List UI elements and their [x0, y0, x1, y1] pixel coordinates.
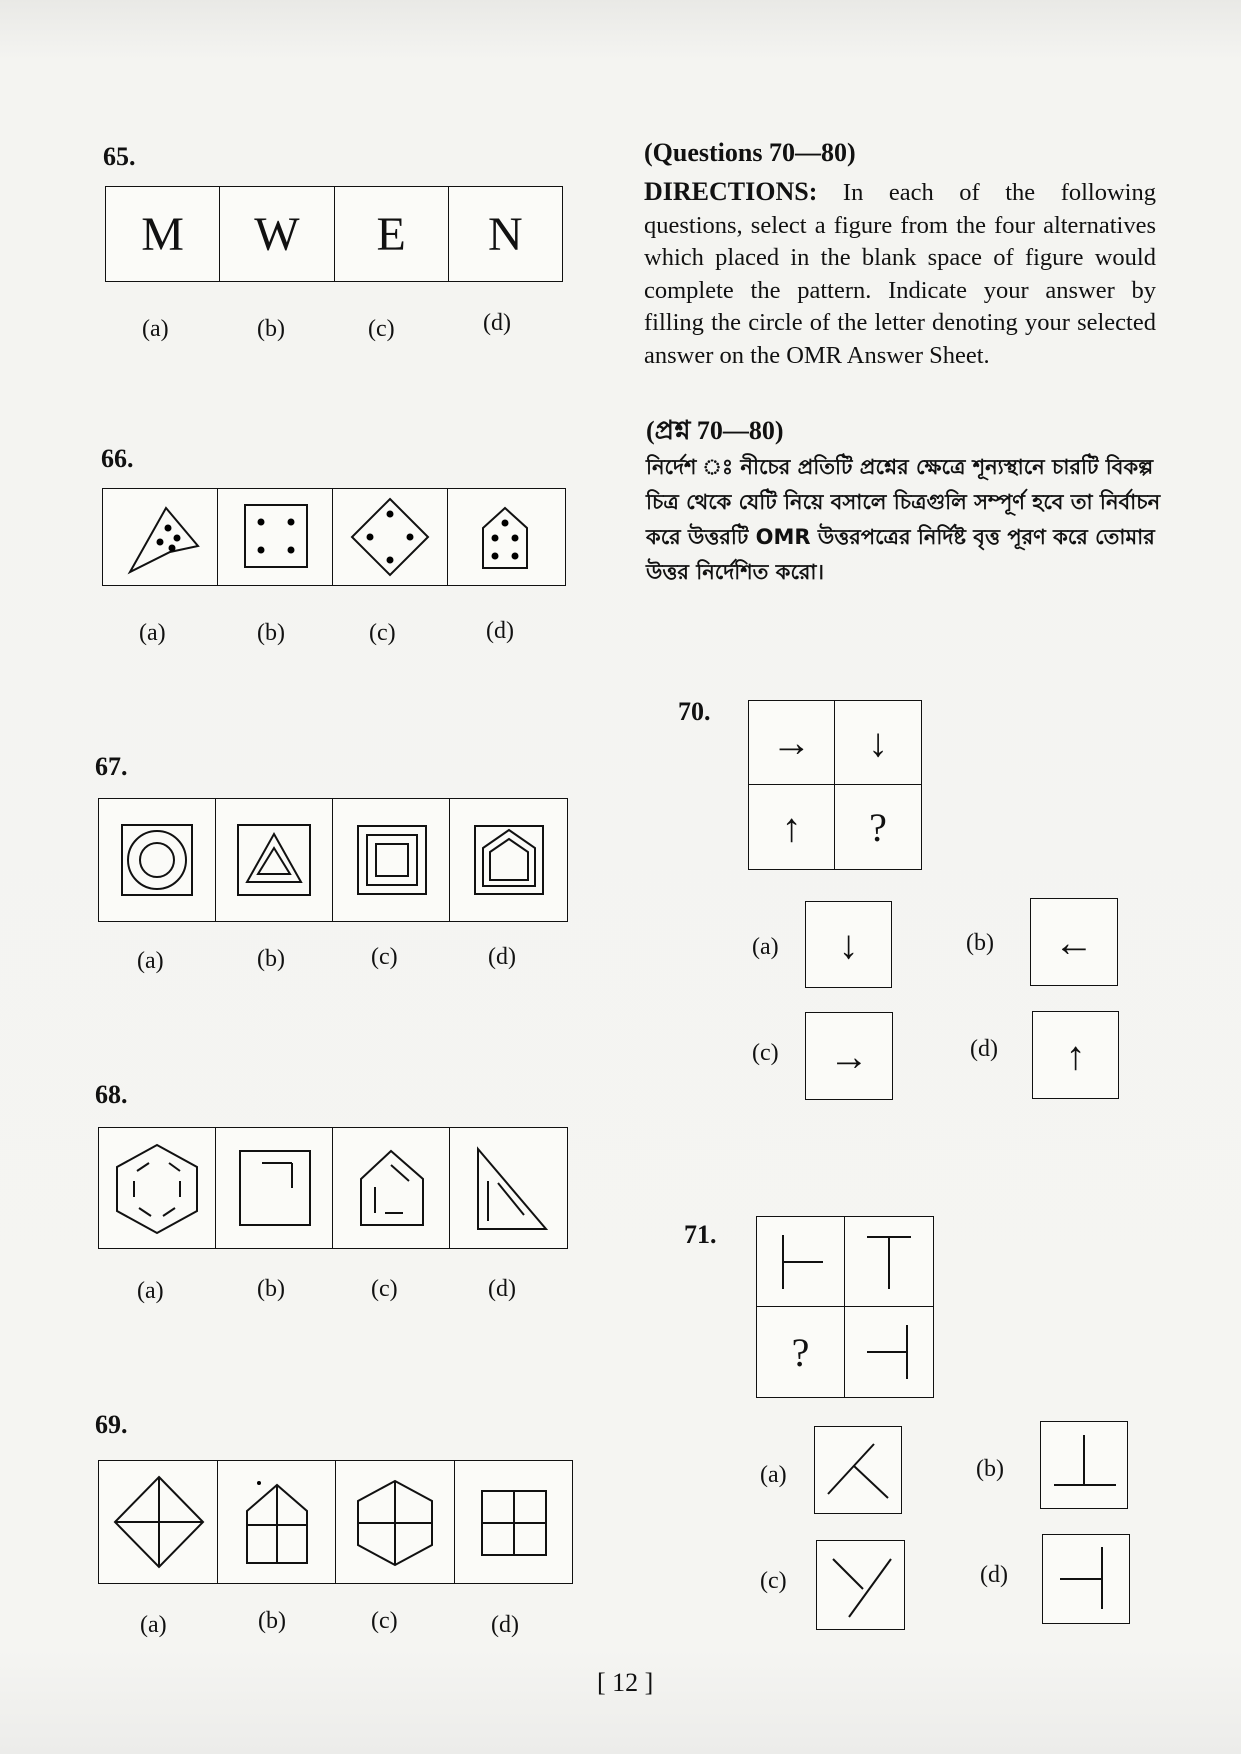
q70-cell-right-arrow: →: [749, 701, 835, 785]
q68-figure-c: [341, 1133, 441, 1243]
q69-option-b[interactable]: (b): [258, 1608, 286, 1634]
q71-option-b-figure[interactable]: [1040, 1421, 1128, 1509]
section-heading: (Questions 70—80): [644, 138, 856, 167]
q66-figure-d: [455, 492, 555, 582]
directions-text: [644, 176, 1156, 372]
q69-figure-c: [340, 1467, 450, 1577]
q67-option-d[interactable]: (d): [488, 944, 516, 970]
q71-option-c-shape-icon: [821, 1545, 901, 1625]
q71-option-c-figure[interactable]: [816, 1540, 905, 1630]
q66-option-d[interactable]: (d): [486, 618, 514, 644]
question-68-number: 68.: [95, 1080, 128, 1109]
q67-figure-c: [341, 810, 441, 910]
q68-option-a[interactable]: (a): [137, 1278, 164, 1304]
q70-cell-down-arrow: ↓: [835, 701, 921, 785]
q66-figure-c: [340, 492, 440, 582]
q71-option-d-label[interactable]: (d): [980, 1562, 1008, 1588]
q66-option-c[interactable]: (c): [369, 620, 396, 646]
q71-option-b-label[interactable]: (b): [976, 1456, 1004, 1482]
directions-body: In each of the following questions, select a figure from the four alternatives which placed in the blank space of figure would complete the pattern. Indicate your answer by filling the circle of the letter denoting your selected answer on the OMR Answer Sheet.: [644, 179, 1156, 369]
q66-figure-a: [110, 492, 210, 582]
q65-letter-2: W: [254, 207, 300, 261]
q71-question-grid: [756, 1216, 934, 1398]
q66-option-a[interactable]: (a): [139, 620, 166, 646]
directions-bengali: নির্দেশ ঃ নীচের প্রতিটি প্রশ্নের ক্ষেত্রে শূন্যস্থানে চারটি বিকল্প চিত্র থেকে যেটি নিয়ে বসালে চিত্রগুলি সম্পূর্ণ হবে তা নির্বাচন করে উত্তরটি OMR উত্তরপত্রের নির্দিষ্ট বৃত্ত পূরণ করে তোমার উত্তর নির্দেশিত করো।: [646, 455, 1161, 584]
question-69-number: 69.: [95, 1410, 128, 1439]
q67-option-c[interactable]: (c): [371, 944, 398, 970]
q71-option-c-label[interactable]: (c): [760, 1568, 787, 1594]
q71-option-a-label[interactable]: (a): [760, 1462, 787, 1488]
q65-option-d[interactable]: (d): [483, 310, 511, 336]
q71-option-b-shape-icon: [1044, 1425, 1124, 1505]
q71-option-d-figure[interactable]: [1042, 1534, 1130, 1624]
page-number: [ 12 ]: [597, 1668, 654, 1697]
q70-option-a-label[interactable]: (a): [752, 934, 779, 960]
question-68-figure-row: [98, 1127, 568, 1249]
q69-figure-a: [103, 1467, 213, 1577]
q67-figure-b: [224, 810, 324, 910]
q65-letter-1: M: [141, 207, 184, 261]
q70-option-b-figure[interactable]: ←: [1030, 898, 1118, 986]
q68-figure-b: [224, 1133, 324, 1243]
q68-option-b[interactable]: (b): [257, 1276, 285, 1302]
question-65-number: 65.: [103, 142, 136, 171]
q67-figure-d: [458, 810, 558, 910]
q69-option-d[interactable]: (d): [491, 1612, 519, 1638]
q68-figure-d: [458, 1133, 558, 1243]
q70-option-c-label[interactable]: (c): [752, 1040, 779, 1066]
q65-letter-4: N: [488, 207, 523, 261]
q70-option-d-figure[interactable]: ↑: [1032, 1011, 1119, 1099]
question-67-figure-row: [98, 798, 568, 922]
q70-option-a-figure[interactable]: ↓: [805, 901, 892, 988]
q67-option-a[interactable]: (a): [137, 948, 164, 974]
q66-figure-b: [225, 492, 325, 582]
q68-figure-a: [107, 1133, 207, 1243]
q65-letter-3: E: [376, 207, 406, 261]
q70-question-grid: [748, 700, 922, 870]
q65-option-b[interactable]: (b): [257, 316, 285, 342]
section-heading-bengali: (প্রশ্ন 70—80): [646, 416, 784, 445]
q70-cell-up-arrow: ↑: [749, 785, 835, 869]
q71-cell-question-mark: ?: [757, 1307, 845, 1397]
q67-option-b[interactable]: (b): [257, 946, 285, 972]
q70-option-b-label[interactable]: (b): [966, 930, 994, 956]
q66-option-b[interactable]: (b): [257, 620, 285, 646]
q65-option-a[interactable]: (a): [142, 316, 169, 342]
q70-option-d-label[interactable]: (d): [970, 1036, 998, 1062]
question-67-number: 67.: [95, 752, 128, 781]
q71-option-a-figure[interactable]: [814, 1426, 902, 1514]
q71-option-d-shape-icon: [1046, 1539, 1126, 1619]
q69-option-a[interactable]: (a): [140, 1612, 167, 1638]
question-66-number: 66.: [101, 444, 134, 473]
q70-option-c-figure[interactable]: →: [805, 1012, 893, 1100]
q65-option-c[interactable]: (c): [368, 316, 395, 342]
q71-cell-right-tee-icon: [859, 1317, 919, 1387]
q68-option-d[interactable]: (d): [488, 1276, 516, 1302]
q71-cell-left-tee-icon: [771, 1227, 831, 1297]
question-70-number: 70.: [678, 697, 711, 726]
q68-option-c[interactable]: (c): [371, 1276, 398, 1302]
directions-label: DIRECTIONS:: [644, 177, 818, 206]
q71-option-a-shape-icon: [818, 1430, 898, 1510]
q69-option-c[interactable]: (c): [371, 1608, 398, 1634]
question-69-figure-row: [98, 1460, 573, 1584]
q69-figure-b: [221, 1467, 331, 1577]
question-71-number: 71.: [684, 1220, 717, 1249]
question-65-figure-row: [105, 186, 563, 282]
q70-cell-question-mark: ?: [869, 804, 887, 850]
q67-figure-a: [107, 810, 207, 910]
q71-cell-top-tee-icon: [859, 1227, 919, 1297]
q69-figure-d: [458, 1467, 568, 1577]
question-66-figure-row: [102, 488, 566, 586]
